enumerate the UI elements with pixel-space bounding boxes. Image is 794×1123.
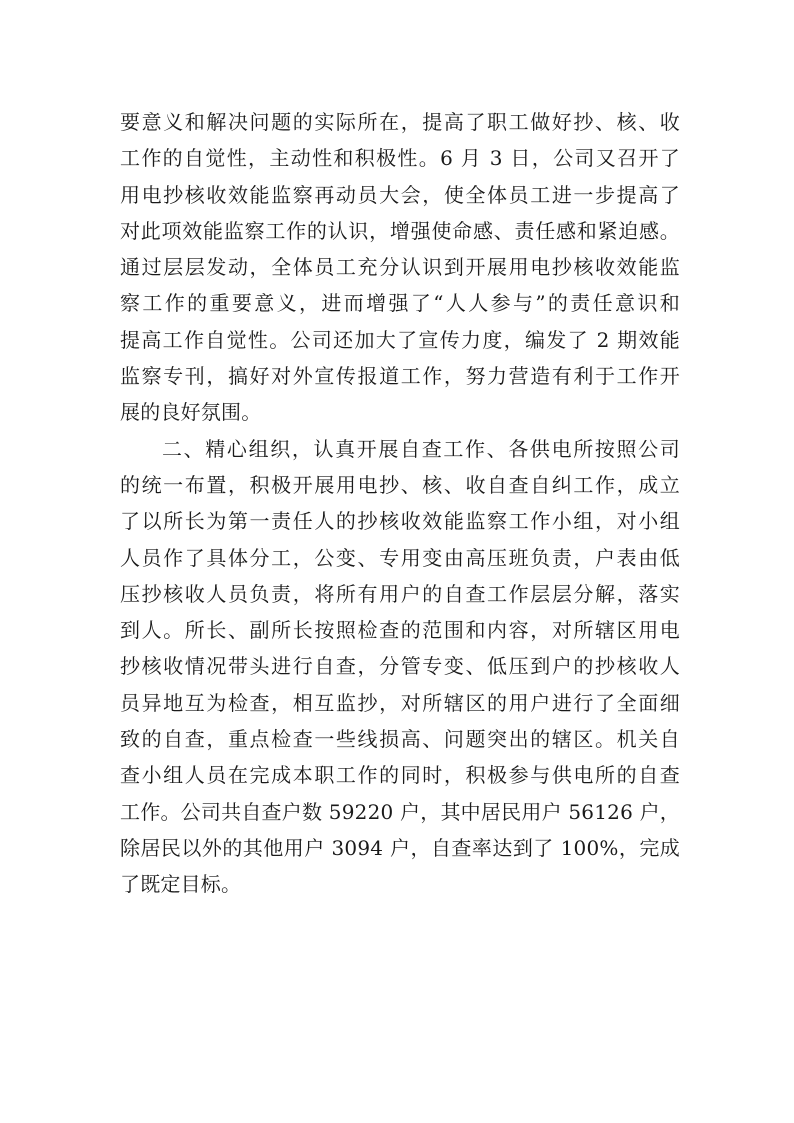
text-line: 压抄核收人员负责，将所有用户的自查工作层层分解，落实 xyxy=(120,581,680,606)
paragraph-1 xyxy=(120,104,680,431)
text-line: 要意义和解决问题的实际所在，提高了职工做好抄、核、收 xyxy=(120,110,680,134)
text-line: 了以所长为第一责任人的抄核收效能监察工作小组，对小组 xyxy=(120,509,680,534)
text-line: 抄核收情况带头进行自查，分管专变、低压到户的抄核收人 xyxy=(120,654,680,679)
text-line: 人员作了具体分工，公变、专用变由高压班负责，户表由低 xyxy=(120,545,680,570)
text-line: 查小组人员在完成本职工作的同时，积极参与供电所的自查 xyxy=(120,763,680,788)
text-line: 察工作的重要意义，进而增强了“人人参与”的责任意识和 xyxy=(120,291,680,316)
text-line: 对此项效能监察工作的认识，增强使命感、责任感和紧迫感。 xyxy=(120,218,680,243)
text-line: 员异地互为检查，相互监抄，对所辖区的用户进行了全面细 xyxy=(120,690,680,715)
paragraph-2 xyxy=(120,431,680,903)
text-line: 二、精心组织，认真开展自查工作、各供电所按照公司 xyxy=(162,436,680,461)
text-line: 监察专刊，搞好对外宣传报道工作，努力营造有利于工作开 xyxy=(120,364,680,389)
text-line: 提高工作自觉性。公司还加大了宣传力度，编发了 2 期效能 xyxy=(120,327,680,352)
text-line: 通过层层发动，全体员工充分认识到开展用电抄核收效能监 xyxy=(120,255,680,280)
document-body xyxy=(120,104,680,903)
text-line: 用电抄核收效能监察再动员大会，使全体员工进一步提高了 xyxy=(120,182,680,207)
text-line: 除居民以外的其他用户 3094 户，自查率达到了 100%，完成 xyxy=(120,835,680,860)
text-line: 工作。公司共自查户数 59220 户，其中居民用户 56126 户， xyxy=(120,799,680,824)
text-line: 致的自查，重点检查一些线损高、问题突出的辖区。机关自 xyxy=(120,727,680,752)
text-line: 了既定目标。 xyxy=(120,872,242,897)
text-line: 工作的自觉性，主动性和积极性。6 月 3 日，公司又召开了 xyxy=(120,146,680,171)
text-line: 到人。所长、副所长按照检查的范围和内容，对所辖区用电 xyxy=(120,618,680,643)
text-line: 的统一布置，积极开展用电抄、核、收自查自纠工作，成立 xyxy=(120,472,680,497)
text-line: 展的良好氛围。 xyxy=(120,400,262,425)
